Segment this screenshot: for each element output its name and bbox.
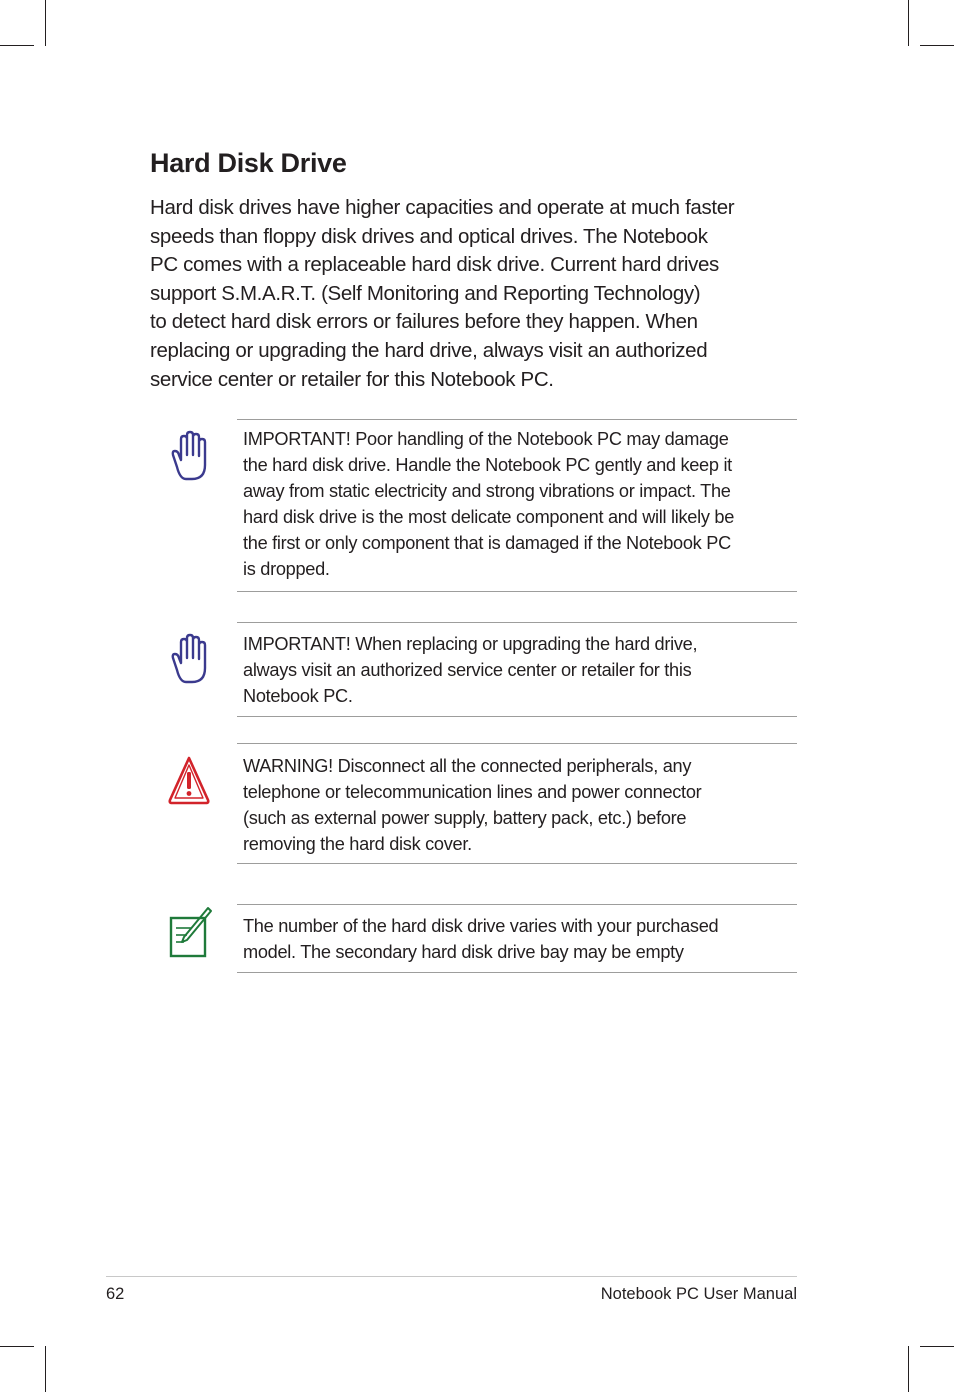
note-line: is dropped.	[243, 559, 330, 579]
note-divider	[237, 972, 797, 973]
note-line: (such as external power supply, battery pack, etc.) before	[243, 808, 687, 828]
note-divider	[237, 904, 797, 905]
note-line: away from static electricity and strong vibrations or impact. The	[243, 481, 731, 501]
page-number: 62	[106, 1285, 125, 1303]
note-divider	[237, 863, 797, 864]
important-note-handling	[237, 419, 797, 593]
note-line: removing the hard disk cover.	[243, 834, 472, 854]
note-text	[243, 753, 701, 857]
crop-mark	[920, 45, 954, 46]
intro-line: support S.M.A.R.T. (Self Monitoring and Reporting Technology)	[150, 281, 701, 305]
warning-triangle-icon	[165, 752, 213, 808]
manual-title: Notebook PC User Manual	[600, 1285, 797, 1303]
footer-divider	[106, 1276, 797, 1277]
intro-line: replacing or upgrading the hard drive, always visit an authorized	[150, 338, 708, 362]
important-note-service	[237, 622, 797, 718]
crop-mark	[908, 0, 909, 46]
note-line: Notebook PC.	[243, 686, 353, 706]
intro-line: service center or retailer for this Notebook PC.	[150, 367, 554, 391]
intro-line: PC comes with a replaceable hard disk drive. Current hard drives	[150, 253, 719, 277]
note-text	[243, 913, 718, 965]
intro-paragraph	[150, 194, 800, 394]
warning-note	[237, 743, 797, 865]
note-line: The number of the hard disk drive varies with your purchased	[243, 916, 719, 936]
note-line: model. The secondary hard disk drive bay may be empty	[243, 942, 684, 962]
note-line: the hard disk drive. Handle the Notebook PC gently and keep it	[243, 455, 732, 475]
note-line: WARNING! Disconnect all the connected peripherals, any	[243, 756, 692, 776]
crop-mark	[0, 45, 34, 46]
crop-mark	[908, 1346, 909, 1392]
note-pencil-icon	[165, 904, 213, 960]
note-line: telephone or telecommunication lines and power connector	[243, 782, 702, 802]
note-text	[243, 631, 697, 709]
note-line: IMPORTANT! Poor handling of the Notebook PC may damage	[243, 429, 729, 449]
crop-mark	[45, 0, 46, 46]
intro-line: to detect hard disk errors or failures before they happen. When	[150, 310, 698, 334]
note-line: the first or only component that is damaged if the Notebook PC	[243, 533, 731, 553]
note-divider	[237, 591, 797, 592]
note-line: hard disk drive is the most delicate component and will likely be	[243, 507, 735, 527]
info-note	[237, 904, 797, 974]
hand-stop-icon	[165, 427, 213, 483]
note-divider	[237, 419, 797, 420]
note-divider	[237, 716, 797, 717]
note-line: IMPORTANT! When replacing or upgrading the hard drive,	[243, 634, 698, 654]
crop-mark	[45, 1346, 46, 1392]
intro-line: Hard disk drives have higher capacities and operate at much faster	[150, 196, 735, 219]
note-divider	[237, 622, 797, 623]
note-text	[243, 426, 734, 582]
hand-stop-icon	[165, 630, 213, 686]
intro-line: speeds than floppy disk drives and optical drives. The Notebook	[150, 224, 708, 248]
crop-mark	[0, 1346, 34, 1347]
page-title: Hard Disk Drive	[150, 148, 347, 178]
note-divider	[237, 743, 797, 744]
crop-mark	[920, 1346, 954, 1347]
note-line: always visit an authorized service center or retailer for this	[243, 660, 692, 680]
